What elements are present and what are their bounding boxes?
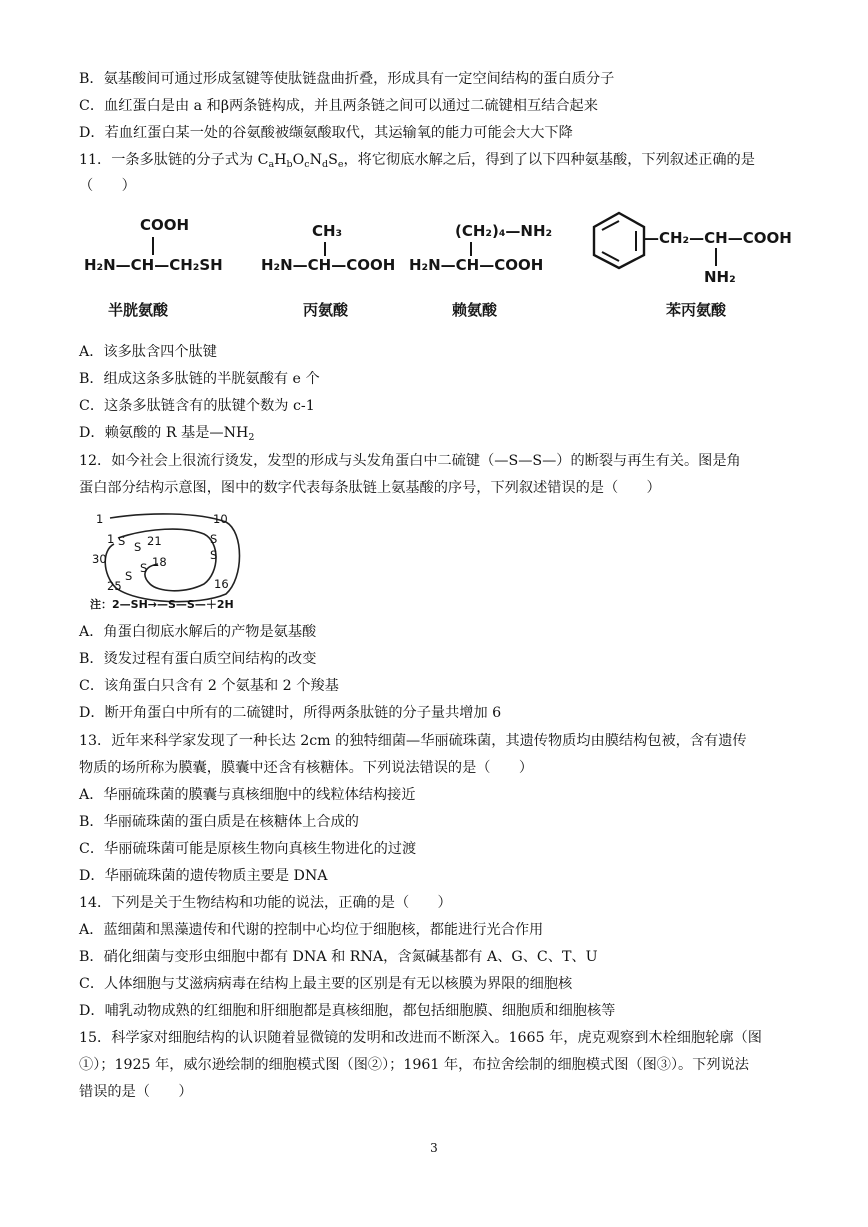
residue-16: 16: [214, 577, 229, 591]
q11-option-a: A．该多肽含四个肽键: [79, 344, 217, 360]
ala-top-group: CH₃: [312, 222, 343, 240]
q11-option-d: D．赖氨酸的 R 基是$—NH_2$: [79, 425, 255, 443]
cys-name: 半胱氨酸: [108, 301, 169, 319]
q11-option-c: C．这条多肽链含有的肽键个数为 c-1: [79, 398, 315, 414]
cys-top-group: COOH: [140, 216, 190, 234]
benzene-ring-icon: [588, 210, 650, 270]
phe-name: 苯丙氨酸: [666, 301, 727, 319]
q12-stem-line2: 蛋白部分结构示意图，图中的数字代表每条肽链上氨基酸的序号，下列叙述错误的是（ ）: [79, 480, 661, 496]
lys-name: 赖氨酸: [452, 301, 498, 319]
disulfide-s-1: S: [118, 534, 126, 548]
q14-option-c: C．人体细胞与艾滋病病毒在结构上最主要的区别是有无以核膜为界限的细胞核: [79, 976, 573, 992]
q14-stem: 14．下列是关于生物结构和功能的说法，正确的是（ ）: [79, 895, 452, 911]
q13-option-a: A．华丽硫珠菌的膜囊与真核细胞中的线粒体结构接近: [79, 787, 416, 803]
q11-option-b: B．组成这条多肽链的半胱氨酸有 e 个: [79, 371, 320, 387]
residue-10: 10: [213, 512, 228, 526]
phe-bond: [715, 248, 717, 266]
residue-18: 18: [152, 555, 167, 569]
residue-25: 25: [107, 579, 122, 593]
ala-bond: [324, 242, 326, 256]
diagram-note: 注：2—SH→—S—S—＋2H: [90, 598, 234, 611]
residue-1-top: 1: [96, 512, 104, 526]
q12-option-d: D．断开角蛋白中所有的二硫键时，所得两条肽链的分子量共增加 6: [79, 705, 502, 721]
page-number: 3: [430, 1141, 438, 1155]
disulfide-s-6: S: [125, 569, 133, 583]
q12-option-a: A．角蛋白彻底水解后的产物是氨基酸: [79, 624, 317, 640]
disulfide-s-5: S: [140, 561, 148, 575]
q15-stem-line3: 错误的是（ ）: [79, 1084, 193, 1100]
disulfide-s-2: S: [134, 540, 142, 554]
phe-main-chain: —CH₂—CH—COOH: [644, 229, 792, 247]
q15-stem-line2: ①）；1925 年，威尔逊绘制的细胞模式图（图②）；1961 年，布拉舍绘制的细胞模式图（图③）。下列说法: [79, 1057, 749, 1073]
cys-main-chain: H₂N—CH—CH₂SH: [84, 256, 223, 274]
q13-option-b: B．华丽硫珠菌的蛋白质是在核糖体上合成的: [79, 814, 359, 830]
residue-30: 30: [92, 552, 107, 566]
ala-name: 丙氨酸: [303, 301, 349, 319]
residue-1-inner: 1: [107, 532, 115, 546]
q11-answer-blank: （ ）: [79, 178, 136, 194]
q11-stem: 11．一条多肽链的分子式为 $C_aH_bO_cN_dS_e$，将它彻底水解之后，得到了以下四种氨基酸，下列叙述正确的是: [79, 152, 755, 170]
q14-option-a: A．蓝细菌和黑藻遗传和代谢的控制中心均位于细胞核，都能进行光合作用: [79, 922, 544, 938]
q14-option-d: D．哺乳动物成熟的红细胞和肝细胞都是真核细胞，都包括细胞膜、细胞质和细胞核等: [79, 1003, 616, 1019]
phe-bottom-group: NH₂: [704, 268, 736, 286]
q12-option-b: B．烫发过程有蛋白质空间结构的改变: [79, 651, 317, 667]
lys-bond: [470, 242, 472, 256]
disulfide-s-3: S: [210, 532, 218, 546]
q13-stem-line1: 13．近年来科学家发现了一种长达 2cm 的独特细菌—华丽硫珠菌，其遗传物质均由膜结构包被，含有遗传: [79, 733, 747, 749]
q13-option-c: C．华丽硫珠菌可能是原核生物向真核生物进化的过渡: [79, 841, 417, 857]
ala-main-chain: H₂N—CH—COOH: [261, 256, 396, 274]
q10-option-c: C．血红蛋白是由 a 和β两条链构成，并且两条链之间可以通过二硫键相互结合起来: [79, 98, 598, 114]
residue-21: 21: [147, 534, 162, 548]
cys-bond: [152, 237, 154, 255]
q10-option-d: D．若血红蛋白某一处的谷氨酸被缬氨酸取代，其运输氧的能力可能会大大下降: [79, 125, 573, 141]
q14-option-b: B．硝化细菌与变形虫细胞中都有 DNA 和 RNA，含氮碱基都有 A、G、C、T、U: [79, 949, 598, 965]
q10-option-b: B．氨基酸间可通过形成氢键等使肽链盘曲折叠，形成具有一定空间结构的蛋白质分子: [79, 71, 615, 87]
q15-stem-line1: 15．科学家对细胞结构的认识随着显微镜的发明和改进而不断深入。1665 年，虎克观察到木栓细胞轮廓（图: [79, 1030, 762, 1046]
lys-main-chain: H₂N—CH—COOH: [409, 256, 544, 274]
lys-top-group: (CH₂)₄—NH₂: [455, 222, 553, 240]
q12-stem-line1: 12．如今社会上很流行烫发，发型的形成与头发角蛋白中二硫键（—S—S—）的断裂与再生有关。图是角: [79, 453, 741, 469]
q13-stem-line2: 物质的场所称为膜囊，膜囊中还含有核糖体。下列说法错误的是（ ）: [79, 760, 534, 776]
q13-option-d: D．华丽硫珠菌的遗传物质主要是 DNA: [79, 868, 328, 884]
q12-option-c: C．该角蛋白只含有 2 个氨基和 2 个羧基: [79, 678, 339, 694]
disulfide-s-4: S: [210, 548, 218, 562]
